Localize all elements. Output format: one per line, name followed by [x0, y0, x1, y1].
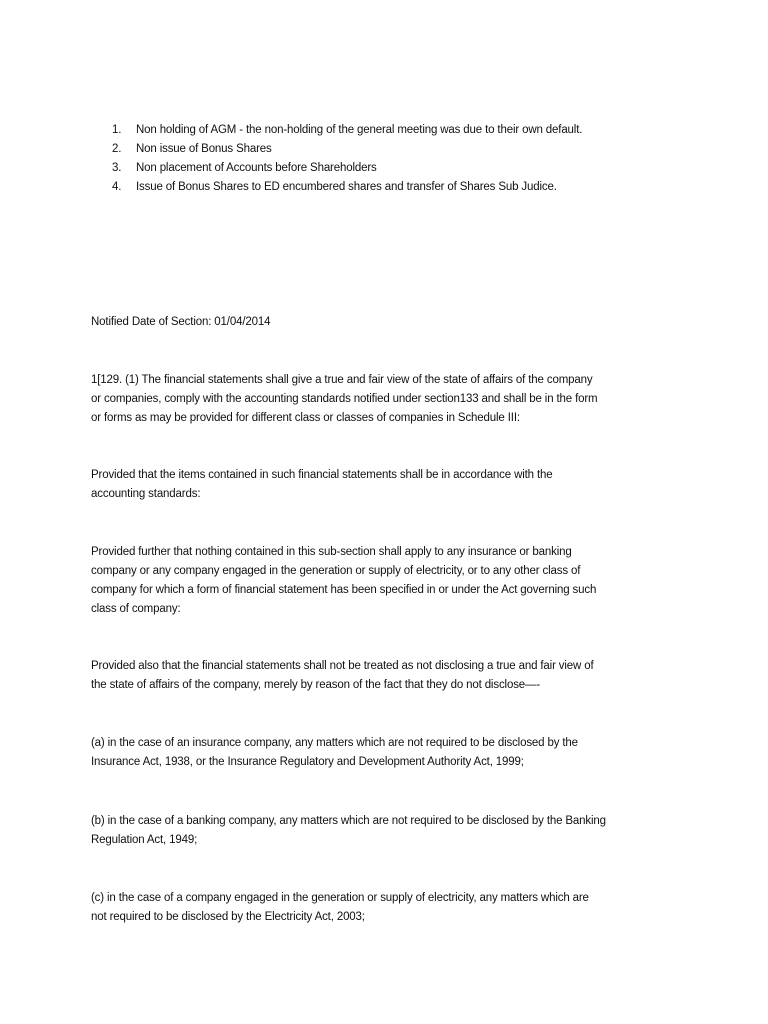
- list-item-text: Non holding of AGM - the non-holding of the general meeting was due to their own default.: [136, 124, 583, 136]
- paragraph-line: company or any company engaged in the generation or supply of electricity, or to any other class of: [91, 565, 581, 577]
- list-item-text: Non issue of Bonus Shares: [136, 143, 272, 155]
- paragraph-line: Regulation Act, 1949;: [91, 834, 198, 846]
- paragraph-line: (a) in the case of an insurance company, any matters which are not required to be disclosed by the: [91, 737, 578, 749]
- paragraph-line: Provided further that nothing contained in this sub-section shall apply to any insurance or banking: [91, 546, 572, 558]
- notified-date: [91, 313, 691, 332]
- paragraph-line: Provided also that the financial statements shall not be treated as not disclosing a true and fair view of: [91, 660, 594, 672]
- clause-c-paragraph: [91, 889, 691, 927]
- paragraph-line: or forms as may be provided for different class or classes of companies in Schedule III:: [91, 412, 520, 424]
- proviso-3-paragraph: [91, 657, 691, 695]
- list-item: [112, 140, 712, 159]
- paragraph-line: (c) in the case of a company engaged in the generation or supply of electricity, any matters which are: [91, 892, 589, 904]
- issues-list: [112, 121, 712, 197]
- list-item-number: 2.: [112, 143, 122, 155]
- section-129-paragraph: [91, 371, 691, 428]
- paragraph-line: the state of affairs of the company, merely by reason of the fact that they do not disclose—-: [91, 679, 541, 691]
- proviso-2-paragraph: [91, 543, 691, 619]
- paragraph-line: not required to be disclosed by the Electricity Act, 2003;: [91, 911, 365, 923]
- clause-a-paragraph: [91, 734, 691, 772]
- clause-b-paragraph: [91, 812, 691, 850]
- paragraph-line: Insurance Act, 1938, or the Insurance Regulatory and Development Authority Act, 1999;: [91, 756, 524, 768]
- list-item: [112, 121, 712, 140]
- paragraph-line: Provided that the items contained in such financial statements shall be in accordance with the: [91, 469, 553, 481]
- paragraph-line: (b) in the case of a banking company, any matters which are not required to be disclosed by the Banking: [91, 815, 606, 827]
- paragraph-line: company for which a form of financial statement has been specified in or under the Act governing such: [91, 584, 597, 596]
- notified-date-text: Notified Date of Section: 01/04/2014: [91, 316, 271, 328]
- list-item-number: 1.: [112, 124, 122, 136]
- list-item-text: Issue of Bonus Shares to ED encumbered shares and transfer of Shares Sub Judice.: [136, 181, 557, 193]
- list-item-number: 4.: [112, 181, 122, 193]
- paragraph-line: accounting standards:: [91, 488, 201, 500]
- paragraph-line: class of company:: [91, 603, 181, 615]
- list-item-number: 3.: [112, 162, 122, 174]
- paragraph-line: 1[129. (1) The financial statements shall give a true and fair view of the state of affairs of the company: [91, 374, 593, 386]
- list-item: [112, 159, 712, 178]
- paragraph-line: or companies, comply with the accounting standards notified under section133 and shall be in the form: [91, 393, 598, 405]
- proviso-1-paragraph: [91, 466, 691, 504]
- list-item-text: Non placement of Accounts before Shareholders: [136, 162, 377, 174]
- list-item: [112, 178, 712, 197]
